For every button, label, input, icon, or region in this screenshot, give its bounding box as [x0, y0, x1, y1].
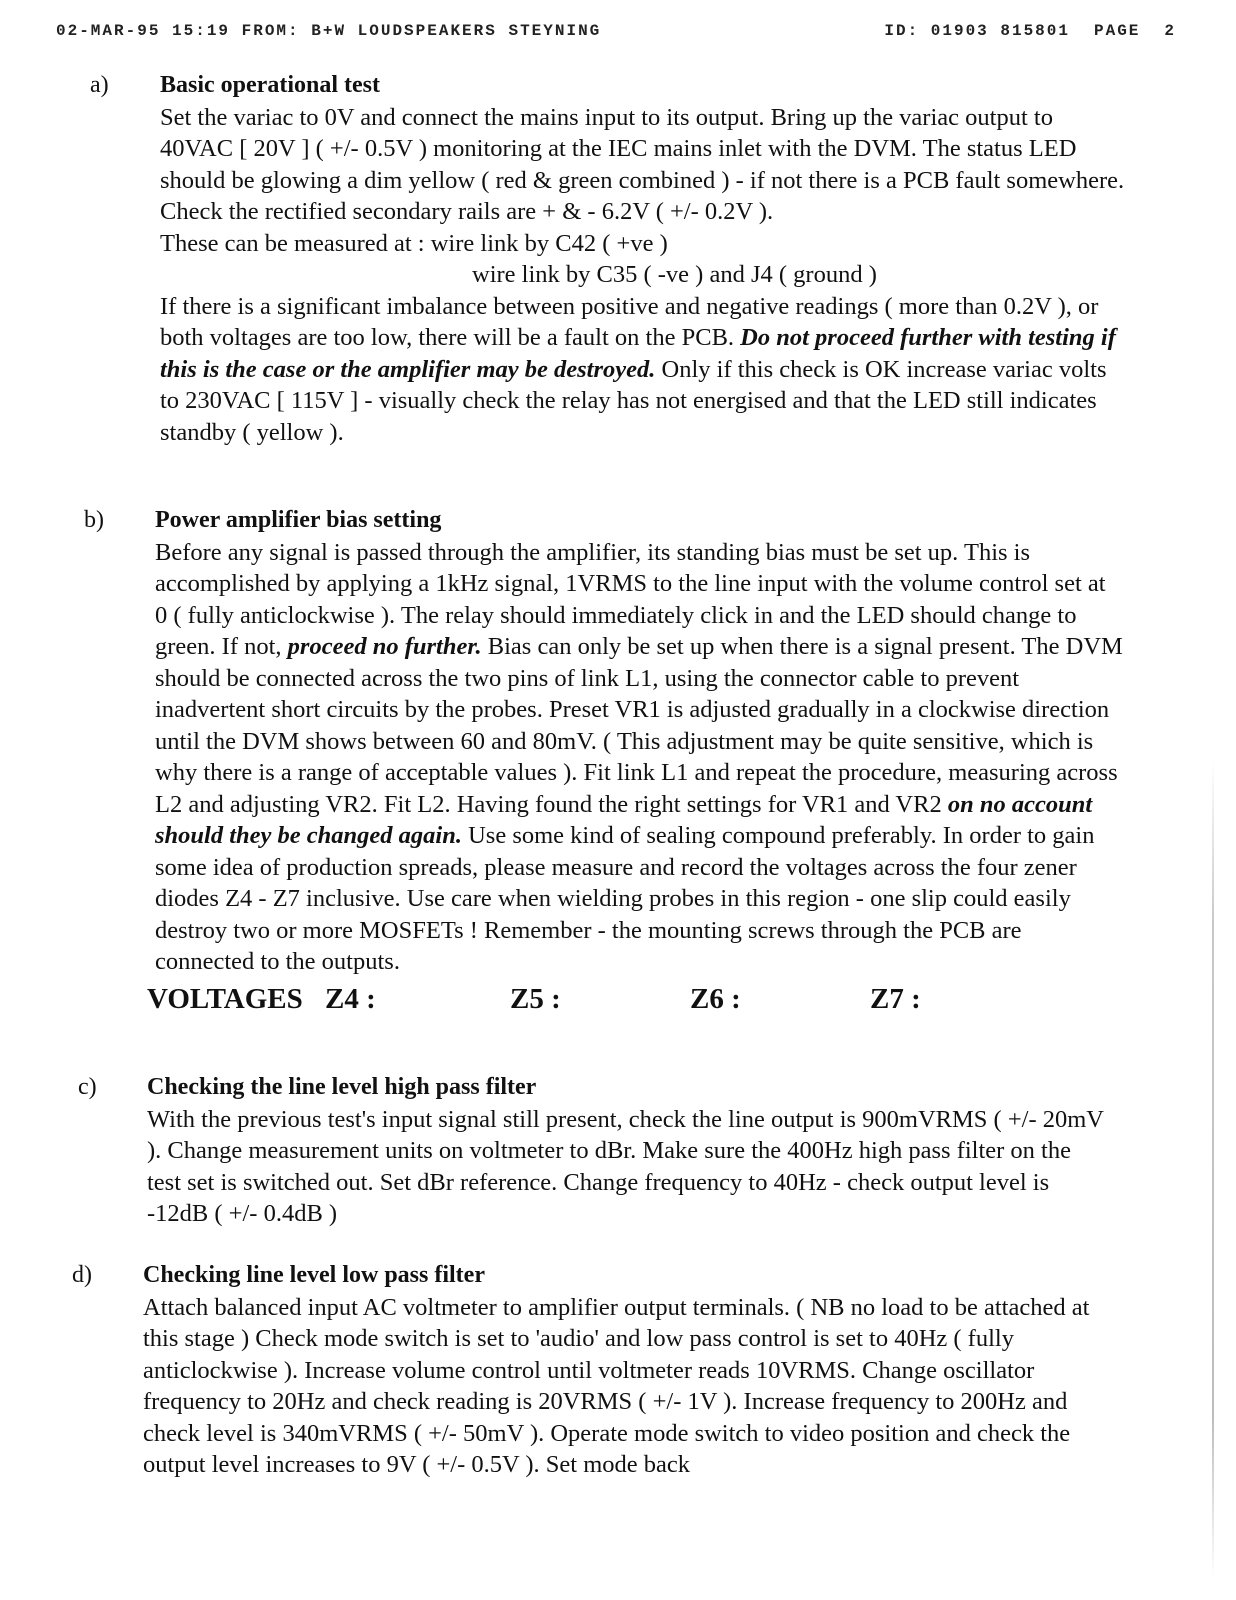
paragraph: Attach balanced input AC voltmeter to amplifier output terminals. ( NB no load to be attached at this stage ) Check mode switch is set to 'audio' and low pass control is set to 40Hz ( fully anticlockwise ). Increase volume control until voltmeter reads 10VRMS. Change oscillator frequency to 20Hz and check reading is 20VRMS ( +/- 1V ). Increase frequency to 200Hz and check level is 340mVRMS ( +/- 50mV ). Operate mode switch to video position and check the output level increases to 9V ( +/- 0.5V ). Set mode back — [143, 1293, 1090, 1478]
text-run: Before any signal is passed through the amplifier, its standing bias must be set up. This is accomplished by applying a 1kHz signal, 1VRMS to the line input with the volume control set at 0 ( fully anticlockwise ). The relay should immediately click in and the LED should change to green. If not, — [155, 538, 1106, 660]
paragraph: Check the rectified secondary rails are + & - 6.2V ( +/- 0.2V ). — [160, 198, 774, 225]
section-letter: a) — [90, 72, 109, 98]
section-title: Checking line level low pass filter — [143, 1262, 485, 1288]
paragraph: These can be measured at : wire link by C42 ( +ve ) — [160, 229, 668, 257]
section-body — [160, 70, 1128, 448]
warning-emphasis: Do not proceed further with testing if this is the case or the amplifier may be destroyed. — [160, 324, 1116, 383]
warning-emphasis: on no account should they be changed again. — [155, 790, 1093, 849]
fax-page-label: PAGE — [1093, 22, 1141, 40]
zener-z4-label: Z4 : — [325, 982, 376, 1015]
paragraph: With the previous test's input signal still present, check the line output is 900mVRMS ( +/- 20mV ). Change measurement units on voltmeter to dBr. Make sure the 400Hz high pass filter on the test set is switched out. Set dBr reference. Change frequency to 40Hz - check output level is -12dB ( +/- 0.4dB ) — [147, 1105, 1104, 1227]
fax-sender-line: 02-MAR-95 15:19 FROM: B+W LOUDSPEAKERS STEYNING — [56, 22, 602, 40]
section-body — [147, 505, 1123, 1018]
voltages-record-row — [147, 980, 1123, 1018]
paragraph — [160, 291, 1128, 449]
scan-edge-line — [1212, 760, 1214, 1580]
fax-page-number: 2 — [1164, 22, 1176, 40]
voltages-label: VOLTAGES — [147, 982, 303, 1015]
zener-z6-label: Z6 : — [690, 982, 741, 1015]
section-letter: c) — [78, 1074, 97, 1100]
paragraph — [155, 537, 1123, 978]
fax-id-and-page — [884, 22, 1176, 40]
paragraph: Set the variac to 0V and connect the mains input to its output. Bring up the variac output to 40VAC [ 20V ] ( +/- 0.5V ) monitoring at the IEC mains inlet with the DVM. The status LED should be glowing a dim yellow ( red & green combined ) - if not there is a PCB fault somewhere. — [160, 103, 1125, 194]
section-title: Power amplifier bias setting — [155, 507, 442, 533]
text-run: Use some kind of sealing compound preferably. In order to gain some idea of production spreads, please measure and record the voltages across the four zener diodes Z4 - Z7 inclusive. Use care when wielding probes in this region - one slip could easily destroy two or more MOSFETs ! Remember - the mounting screws through the PCB are connected to the outputs. — [155, 822, 1095, 975]
text-run: Bias can only be set up when there is a signal present. The DVM should be connected across the two pins of link L1, using the connector cable to prevent inadvertent short circuits by the probes. Preset VR1 is adjusted gradually in a clockwise direction until the DVM shows between 60 and 80mV. ( This adjustment may be quite sensitive, which is why there is a range of acceptable values ). Fit link L1 and repeat the procedure, measuring across L2 and adjusting VR2. Fit L2. Having found the right settings for VR1 and VR2 — [155, 633, 1123, 818]
zener-z5-label: Z5 : — [510, 982, 561, 1015]
fax-header — [56, 22, 1176, 46]
section-letter: b) — [84, 507, 104, 533]
section-body — [143, 1260, 1103, 1481]
zener-z7-label: Z7 : — [870, 982, 921, 1015]
section-letter: d) — [72, 1262, 92, 1288]
section-title: Checking the line level high pass filter — [147, 1074, 537, 1100]
section-body — [147, 1072, 1107, 1230]
fax-id: ID: 01903 815801 — [884, 22, 1070, 40]
text-run: Only if this check is OK increase variac volts to 230VAC [ 115V ] - visually check the relay has not energised and that the LED still indicates standby ( yellow ). — [160, 355, 1107, 446]
section-title: Basic operational test — [160, 72, 380, 98]
paragraph: wire link by C35 ( -ve ) and J4 ( ground ) — [472, 261, 877, 288]
warning-emphasis: proceed no further. — [287, 633, 482, 660]
text-run: If there is a significant imbalance between positive and negative readings ( more than 0.2V ), or both voltages are too low, there will be a fault on the PCB. — [160, 292, 1099, 351]
